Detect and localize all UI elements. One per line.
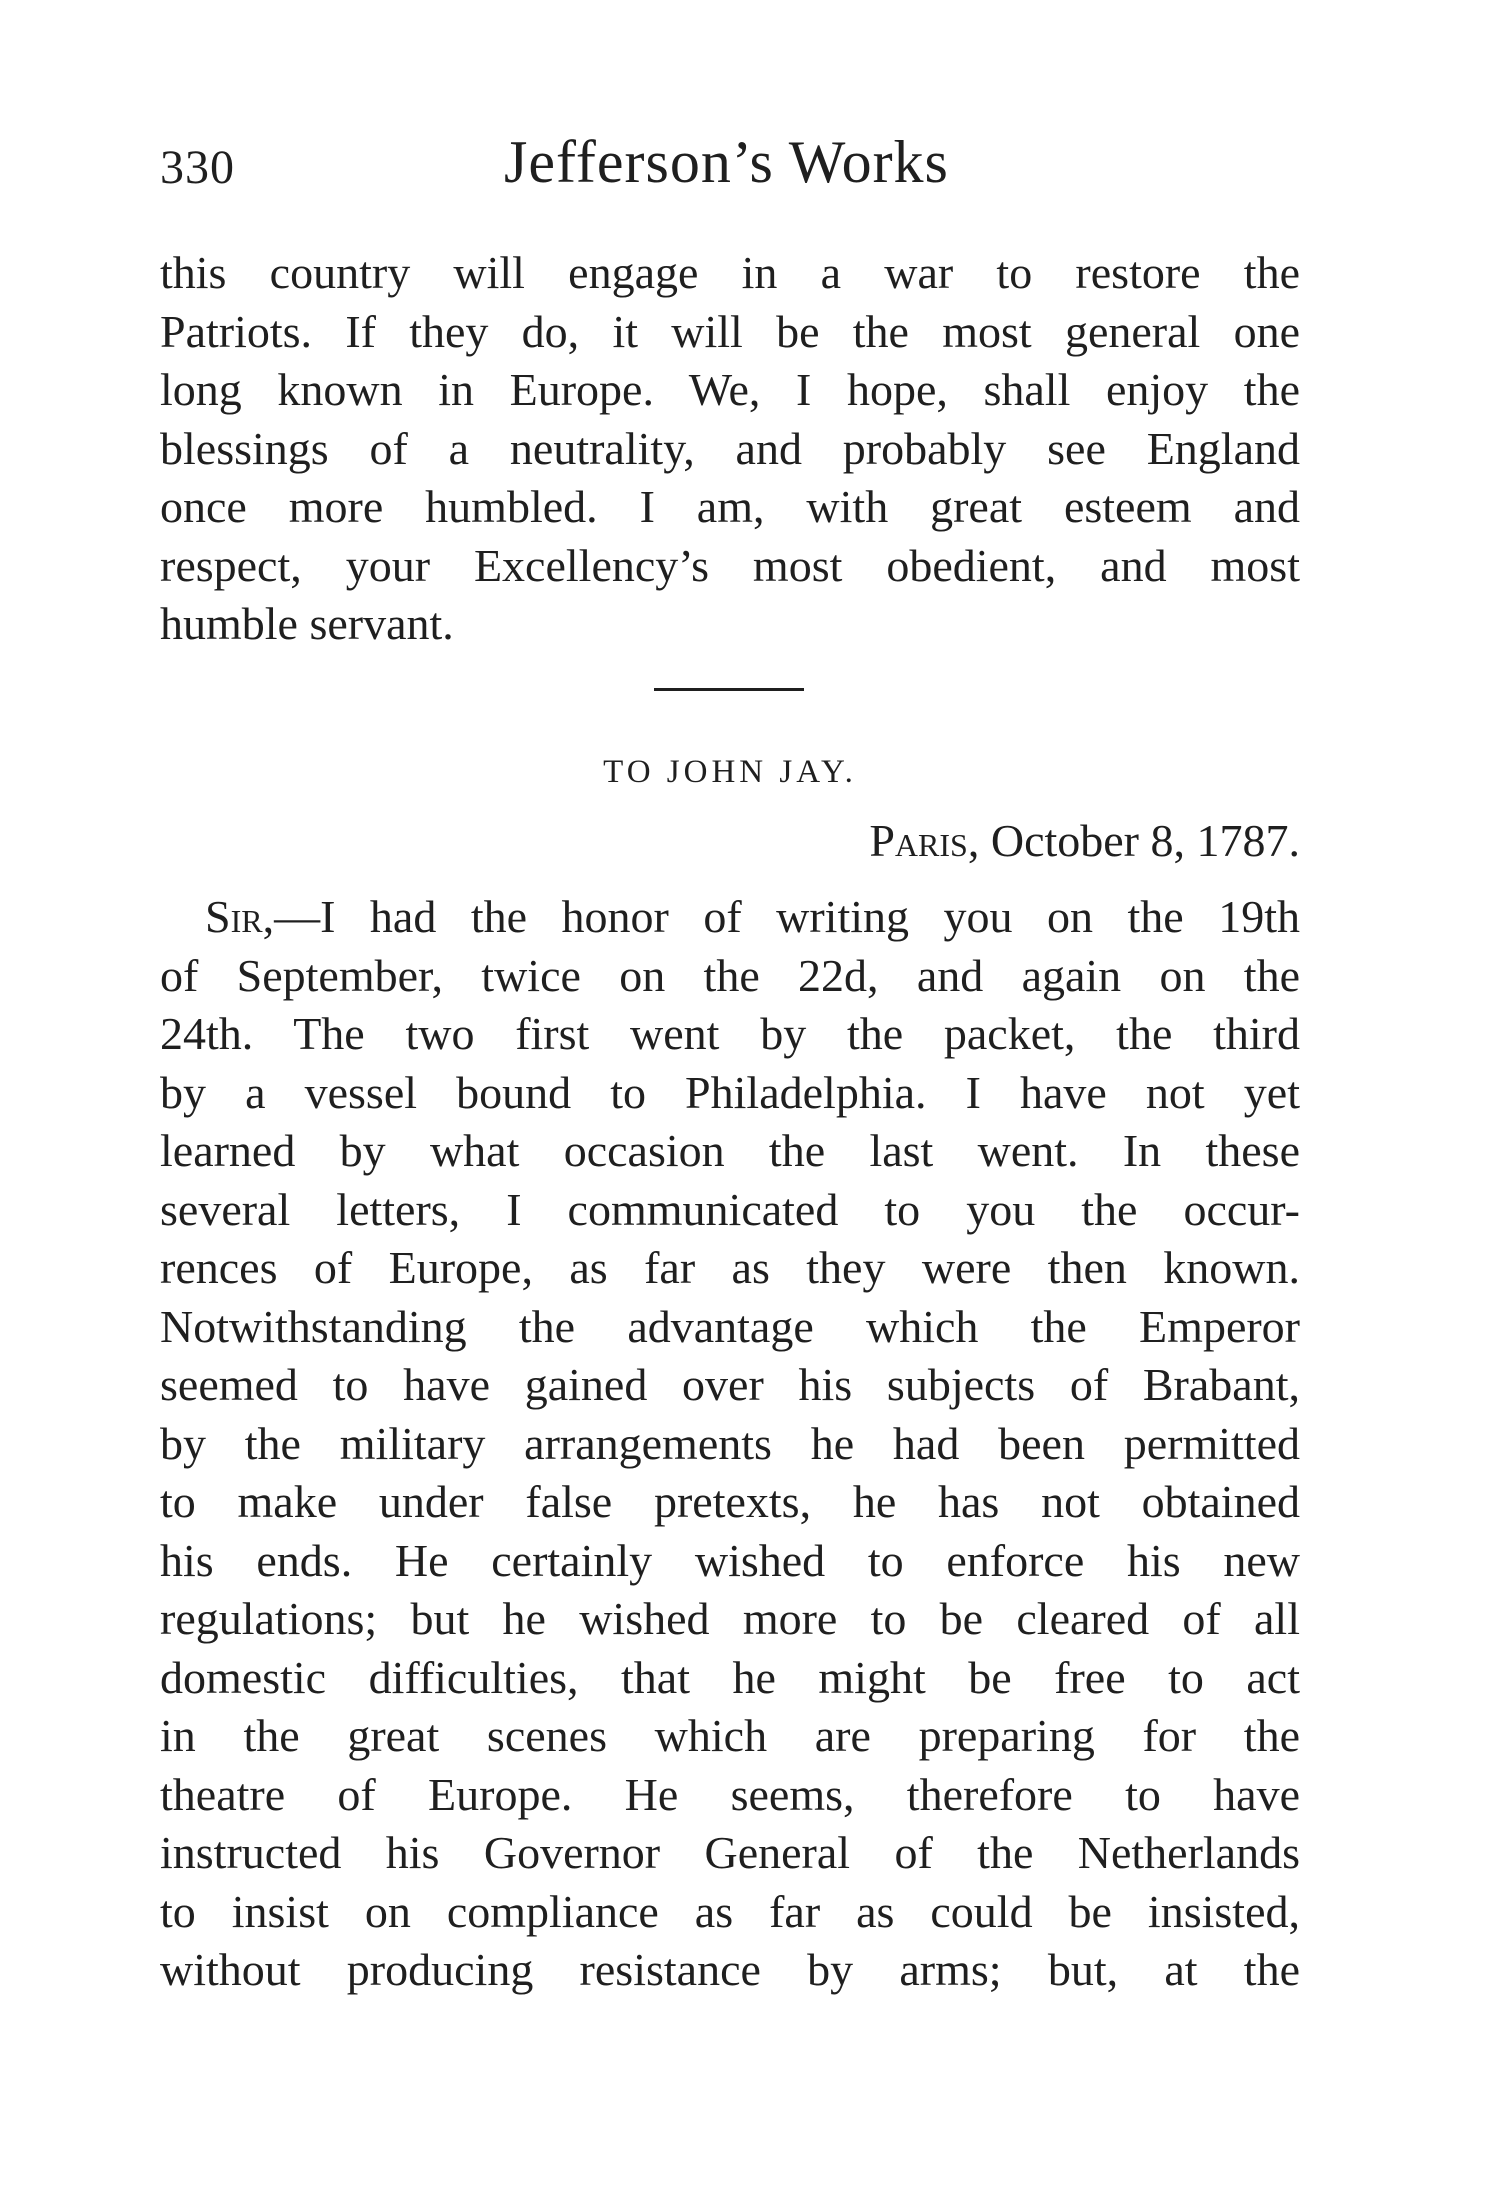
previous-letter-closing — [160, 244, 1300, 654]
text-line: in the great scenes which are preparing for the — [160, 1710, 1300, 1761]
dateline-place: Paris, — [869, 815, 980, 866]
text-line-first — [160, 888, 1300, 947]
text-line: several letters, I communicated to you the occur- — [160, 1183, 1300, 1235]
text-line: respect, your Excellency’s most obedient, and most — [160, 539, 1300, 591]
text-line: humble servant. — [160, 598, 454, 649]
text-line: theatre of Europe. He seems, therefore to have — [160, 1768, 1300, 1820]
text-line: by a vessel bound to Philadelphia. I have not yet — [160, 1066, 1300, 1118]
text-line: of September, twice on the 22d, and again on the — [160, 949, 1300, 1001]
text-line: regulations; but he wished more to be cleared of all — [160, 1593, 1300, 1644]
first-line-text: —I had the honor of writing you on the 19th — [274, 891, 1300, 942]
text-line: blessings of a neutrality, and probably see England — [160, 422, 1300, 474]
text-line: domestic difficulties, that he might be free to act — [160, 1651, 1300, 1703]
text-line: instructed his Governor General of the Netherlands — [160, 1827, 1300, 1878]
text-line: to insist on compliance as far as could be insisted, — [160, 1885, 1300, 1937]
page-number: 330 — [160, 141, 235, 194]
text-line: 24th. The two first went by the packet, the third — [160, 1008, 1300, 1059]
section-divider — [654, 688, 804, 691]
salutation: Sir, — [205, 891, 275, 942]
dateline-date: October 8, 1787. — [979, 815, 1300, 866]
text-line: to make under false pretexts, he has not obtained — [160, 1476, 1300, 1527]
text-line: learned by what occasion the last went. In these — [160, 1125, 1300, 1176]
text-line: Notwithstanding the advantage which the Emperor — [160, 1300, 1300, 1352]
text-line: by the military arrangements he had been permitted — [160, 1417, 1300, 1469]
text-line: long known in Europe. We, I hope, shall enjoy the — [160, 364, 1300, 415]
text-line: his ends. He certainly wished to enforce his new — [160, 1534, 1300, 1586]
page-header — [160, 128, 1300, 198]
text-line: Patriots. If they do, it will be the most general one — [160, 305, 1300, 357]
dateline — [869, 814, 1300, 867]
running-title: Jefferson’s Works — [504, 129, 949, 195]
text-line: once more humbled. I am, with great esteem and — [160, 481, 1300, 532]
text-line: this country will engage in a war to restore the — [160, 247, 1300, 298]
text-line: seemed to have gained over his subjects of Brabant, — [160, 1359, 1300, 1410]
text-line: rences of Europe, as far as they were then known. — [160, 1242, 1300, 1293]
text-line: without producing resistance by arms; but, at the — [160, 1944, 1300, 1995]
letter-body — [160, 888, 1300, 2000]
letter-heading: TO JOHN JAY. — [603, 754, 857, 790]
